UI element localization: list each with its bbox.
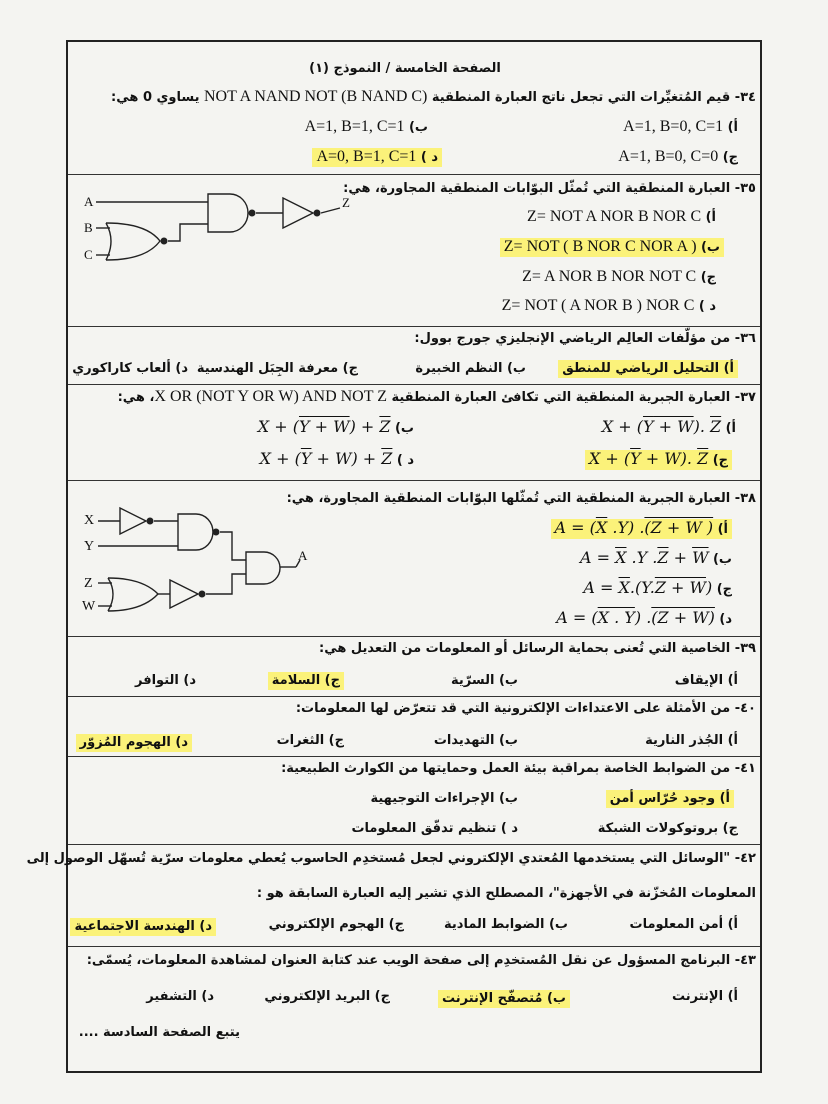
q36-option-c: ج) معرفة الجِبَل الهندسية: [196, 361, 358, 376]
separator: [68, 696, 760, 697]
q42-option-c: ج) الهجوم الإلكتروني: [268, 917, 404, 932]
q42-line-1: ٤٢- "الوسائل التي يستخدمها المُعتدي الإلكتروني لجعل مُستخدِم الحاسوب يُعطي معلومات سرّية تُسهّل الوصول إلى: [26, 851, 756, 866]
q38-option-c: ج) $A = \overline{X}.(Y.Z + W)$: [583, 578, 732, 597]
separator: [68, 844, 760, 845]
q43-stem: ٤٣- البرنامج المسؤول عن نقل المُستخدِم إلى صفحة الويب عند كتابة العنوان لمشاهدة المعلومات، يُسمّى:: [86, 953, 756, 968]
q35-label-z: Z: [342, 195, 350, 210]
q43-option-d: د) التشفير: [146, 989, 214, 1004]
q40-option-d: د) الهجوم المُزوّر: [76, 734, 192, 752]
q38-stem: ٣٨- العبارة الجبرية المنطقية التي تُمثّلها البوّابات المنطقية المجاورة، هي:: [286, 491, 756, 506]
q34-option-b: ب) A=1, B=1, C=1: [304, 118, 428, 135]
q36-option-d: د) ألعاب كاراكوري: [72, 361, 188, 376]
q42-option-a: أ) أمن المعلومات: [629, 917, 738, 932]
q36-stem: ٣٦- من مؤلّفات العالِم الرياضي الإنجليزي جورج بوول:: [414, 331, 756, 346]
q37-option-b: ب) $X + (Y + W) + \overline{Z}$: [257, 417, 414, 436]
q35-option-b: ب) Z= NOT ( B NOR C NOR A ): [500, 238, 724, 257]
separator: [68, 636, 760, 637]
q42-line-2: المعلومات المُخزّنة في الأجهزة"، المصطلح الذي تشير إليه العبارة السابقة هو :: [256, 886, 756, 901]
q34-option-a: أ) A=1, B=0, C=1: [623, 118, 738, 135]
q37-stem: ٣٧- العبارة الجبرية المنطقية التي تكافئ العبارة المنطقية X OR (NOT Y OR W) AND NOT Z، هي:: [117, 388, 756, 405]
separator: [68, 946, 760, 947]
q35-label-c: C: [84, 247, 93, 262]
q41-stem: ٤١- من الضوابط الخاصة بمراقبة بيئة العمل وحمايتها من الكوارث الطبيعية:: [281, 761, 756, 776]
q38-option-b: ب) $A = \overline{X}$ .Y $.\overline{Z} + \overline{W}$: [579, 548, 732, 567]
q38-label-w: W: [82, 599, 96, 614]
q38-label-x: X: [84, 513, 95, 528]
q36-option-a: أ) التحليل الرياضي للمنطق: [558, 360, 738, 378]
q40-option-c: ج) الثغرات: [276, 733, 344, 748]
q38-label-y: Y: [84, 539, 95, 554]
q34-option-c: ج) A=1, B=0, C=0: [618, 148, 738, 165]
q37-option-d: د ) $X + (\overline{Y} + W) + \overline{Z}$: [259, 449, 414, 468]
q40-option-a: أ) الجُذر النارية: [645, 733, 738, 748]
q41-option-d: د ) تنظيم تدفّق المعلومات: [351, 821, 518, 836]
q38-option-d: د) A = (X . Y) .(Z + W): [556, 608, 732, 627]
q34-option-d: د ) A=0, B=1, C=1: [312, 148, 442, 167]
q41-option-b: ب) الإجراءات التوجيهية: [370, 791, 518, 806]
q37-option-a: أ) X + (Y + W). $\overline{Z}$: [601, 417, 736, 436]
q39-option-c: ج) السلامة: [268, 672, 344, 690]
q38-label-a: A: [298, 548, 308, 563]
q36-option-b: ب) النظم الخبيرة: [415, 361, 526, 376]
q43-option-a: أ) الإنترنت: [672, 989, 738, 1004]
q43-option-b: ب) مُتصفّح الإنترنت: [438, 990, 570, 1008]
separator: [68, 756, 760, 757]
q34-stem: ٣٤- قيم المُتغيِّرات التي تجعل ناتج العبارة المنطقية NOT A NAND NOT (B NAND C) يساوي 0 هي:: [111, 88, 756, 105]
q35-option-c: ج) Z= A NOR B NOR NOT C: [522, 268, 716, 285]
q38-label-z: Z: [84, 576, 93, 591]
page-footer: يتبع الصفحة السادسة ....: [78, 1025, 240, 1040]
q43-option-c: ج) البريد الإلكتروني: [264, 989, 390, 1004]
q35-option-d: د ) Z= NOT ( A NOR B ) NOR C: [501, 297, 716, 314]
q35-label-b: B: [84, 220, 93, 235]
q40-option-b: ب) التهديدات: [433, 733, 518, 748]
q37-option-c: ج) $X + (\overline{Y} + W)$. $\overline{Z}$: [585, 450, 732, 470]
q42-option-d: د) الهندسة الاجتماعية: [70, 918, 216, 936]
q39-option-d: د) التوافر: [135, 673, 196, 688]
q39-option-a: أ) الإيقاف: [674, 673, 738, 688]
q38-option-a: أ) $A = (\overline{X}$ .Y) .(Z + W ): [551, 519, 733, 539]
q41-option-c: ج) بروتوكولات الشبكة: [597, 821, 738, 836]
q39-stem: ٣٩- الخاصية التي تُعنى بحماية الرسائل أو المعلومات من التعديل هي:: [319, 641, 756, 656]
q41-option-a: أ) وجود حُرّاس أمن: [606, 790, 734, 808]
q40-stem: ٤٠- من الأمثلة على الاعتداءات الإلكترونية التي قد تتعرّض لها المعلومات:: [295, 701, 756, 716]
q35-option-a: أ) Z= NOT A NOR B NOR C: [527, 208, 716, 225]
page-header: الصفحة الخامسة / النموذج (١): [309, 61, 501, 76]
q42-option-b: ب) الضوابط المادية: [444, 917, 568, 932]
q35-label-a: A: [84, 194, 94, 209]
q39-option-b: ب) السرّية: [451, 673, 518, 688]
q35-stem: ٣٥- العبارة المنطقية التي تُمثّل البوّابات المنطقية المجاورة، هي:: [343, 181, 756, 196]
